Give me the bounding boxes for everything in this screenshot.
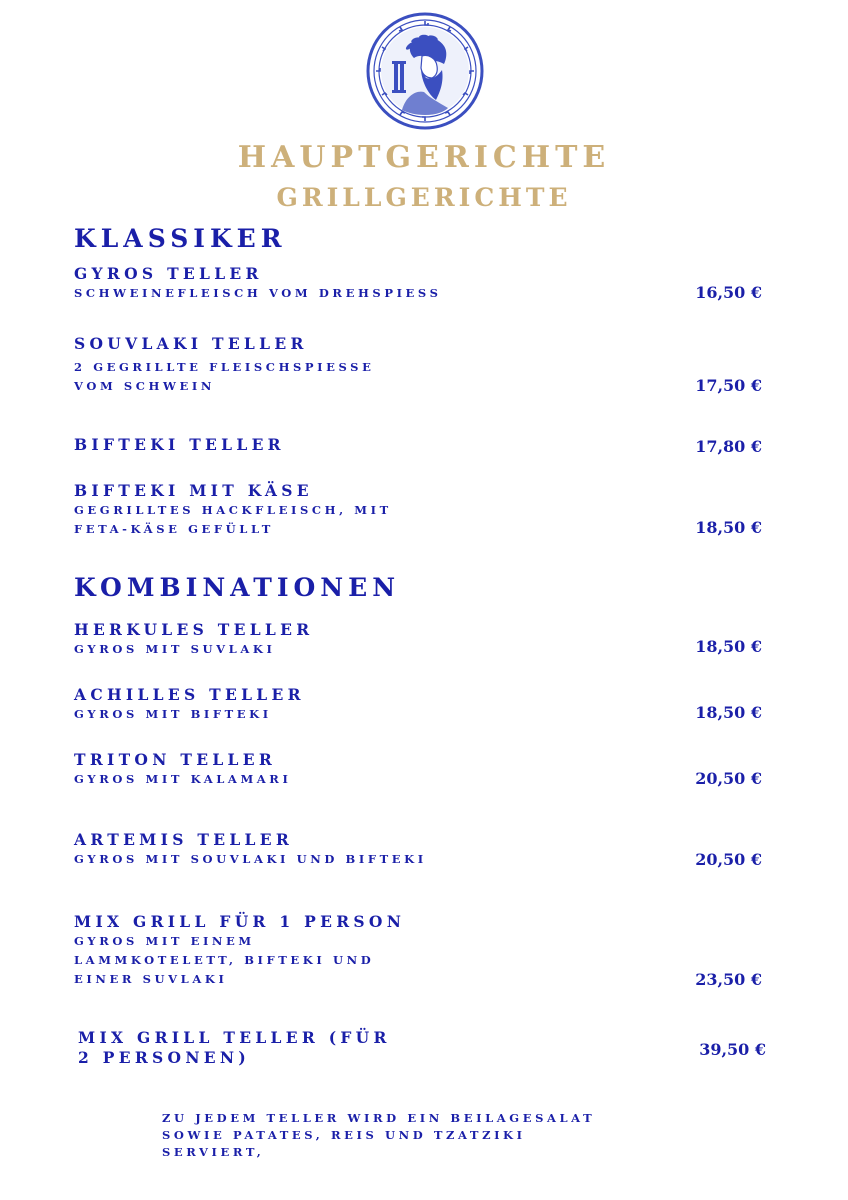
item-description: FETA-KÄSE GEFÜLLT <box>74 522 274 536</box>
menu-item <box>74 830 774 869</box>
item-description: GYROS MIT BIFTEKI <box>74 707 272 721</box>
menu-item <box>74 435 774 455</box>
item-name: GYROS TELLER <box>74 264 263 283</box>
item-name: HERKULES TELLER <box>74 620 314 639</box>
item-description: GYROS MIT SOUVLAKI UND BIFTEKI <box>74 852 427 866</box>
item-price: 20,50 € <box>695 769 762 788</box>
page-subtitle: GRILLGERICHTE <box>276 183 572 212</box>
item-name: TRITON TELLER <box>74 750 277 769</box>
item-description: GEGRILLTES HACKFLEISCH, MIT <box>74 503 392 517</box>
menu-item <box>74 481 774 539</box>
item-name: BIFTEKI TELLER <box>74 435 285 454</box>
item-price: 17,50 € <box>695 376 762 395</box>
item-name: MIX GRILL FÜR 1 PERSON <box>74 912 406 931</box>
greek-god-bust-logo-icon <box>366 12 484 130</box>
footer-line: ZU JEDEM TELLER WIRD EIN BEILAGESALAT <box>162 1111 596 1125</box>
menu-item <box>74 912 774 989</box>
footer-note <box>162 1110 722 1161</box>
item-name-continued: 2 PERSONEN) <box>78 1048 251 1067</box>
item-price: 18,50 € <box>695 637 762 656</box>
item-description: GYROS MIT KALAMARI <box>74 772 292 786</box>
item-price: 17,80 € <box>695 437 762 456</box>
menu-item <box>74 334 774 396</box>
item-name: BIFTEKI MIT KÄSE <box>74 481 313 500</box>
item-name: ACHILLES TELLER <box>74 685 305 704</box>
menu-item <box>74 620 774 659</box>
menu-item <box>74 264 774 303</box>
item-price: 39,50 € <box>699 1040 766 1059</box>
item-name: ARTEMIS TELLER <box>74 830 294 849</box>
menu-item <box>78 1028 778 1068</box>
item-price: 23,50 € <box>695 970 762 989</box>
item-description: EINER SUVLAKI <box>74 972 228 986</box>
item-description: LAMMKOTELETT, BIFTEKI UND <box>74 953 375 967</box>
item-price: 16,50 € <box>695 283 762 302</box>
page-title: HAUPTGERICHTE <box>237 140 611 175</box>
menu-item <box>74 750 774 789</box>
item-name: MIX GRILL TELLER (FÜR <box>78 1028 391 1047</box>
item-description: 2 GEGRILLTE FLEISCHSPIESSE <box>74 360 375 374</box>
item-price: 20,50 € <box>695 850 762 869</box>
item-description: SCHWEINEFLEISCH VOM DREHSPIESS <box>74 286 442 300</box>
section-title-kombinationen: KOMBINATIONEN <box>74 573 401 602</box>
item-price: 18,50 € <box>695 703 762 722</box>
item-description: GYROS MIT EINEM <box>74 934 255 948</box>
menu-item <box>74 685 774 724</box>
item-description: GYROS MIT SUVLAKI <box>74 642 276 656</box>
section-title-klassiker: KLASSIKER <box>74 224 287 253</box>
footer-line: SERVIERT, <box>162 1145 265 1159</box>
item-price: 18,50 € <box>695 518 762 537</box>
item-description: VOM SCHWEIN <box>74 379 215 393</box>
footer-line: SOWIE PATATES, REIS UND TZATZIKI <box>162 1128 526 1142</box>
item-name: SOUVLAKI TELLER <box>74 334 308 353</box>
